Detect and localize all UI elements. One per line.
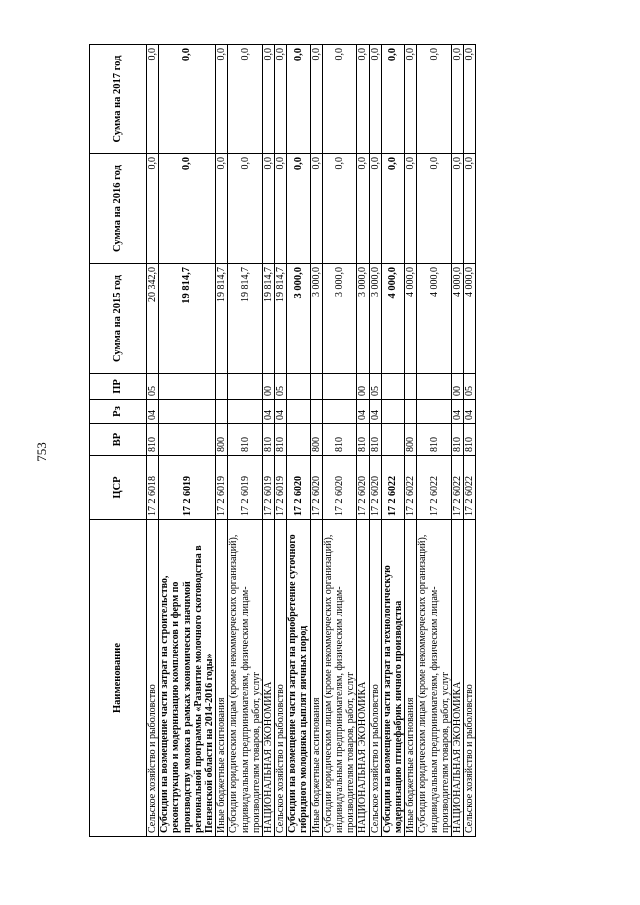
- cell-rz: 04: [451, 400, 463, 424]
- cell-csr: 17 2 6022: [381, 456, 404, 520]
- cell-vr: 810: [369, 424, 381, 456]
- cell-vr: 800: [310, 424, 322, 456]
- cell-vr: 810: [275, 424, 287, 456]
- cell-rz: 04: [357, 400, 369, 424]
- table-header-row: [90, 45, 147, 837]
- cell-csr: 17 2 6022: [464, 456, 476, 520]
- table-row: [464, 45, 476, 837]
- cell-csr: 17 2 6020: [310, 456, 322, 520]
- cell-rz: [287, 400, 310, 424]
- cell-sum-2017: 0,0: [357, 45, 369, 154]
- table-row: [417, 45, 452, 837]
- cell-pr: 05: [147, 374, 159, 400]
- cell-rz: 04: [147, 400, 159, 424]
- cell-vr: 810: [262, 424, 274, 456]
- cell-name: Иные бюджетные ассигнования: [216, 520, 228, 837]
- cell-sum-2017: 0,0: [451, 45, 463, 154]
- cell-csr: 17 2 6020: [369, 456, 381, 520]
- cell-pr: 05: [275, 374, 287, 400]
- table-row: [369, 45, 381, 837]
- cell-sum-2015: 4 000,0: [451, 264, 463, 374]
- cell-sum-2017: 0,0: [417, 45, 452, 154]
- cell-pr: [405, 374, 417, 400]
- cell-sum-2016: 0,0: [159, 154, 216, 264]
- cell-pr: 00: [262, 374, 274, 400]
- cell-rz: 04: [262, 400, 274, 424]
- cell-sum-2017: 0,0: [464, 45, 476, 154]
- table-row: [451, 45, 463, 837]
- cell-vr: 810: [417, 424, 452, 456]
- cell-csr: 17 2 6022: [451, 456, 463, 520]
- table-row: [147, 45, 159, 837]
- cell-csr: 17 2 6022: [405, 456, 417, 520]
- budget-table-container: [89, 45, 534, 837]
- cell-pr: [216, 374, 228, 400]
- cell-rz: [381, 400, 404, 424]
- cell-sum-2016: 0,0: [417, 154, 452, 264]
- table-row: [405, 45, 417, 837]
- cell-sum-2016: 0,0: [287, 154, 310, 264]
- cell-sum-2017: 0,0: [405, 45, 417, 154]
- cell-sum-2015: 19 814,7: [262, 264, 274, 374]
- budget-table: [89, 44, 476, 837]
- cell-name: НАЦИОНАЛЬНАЯ ЭКОНОМИКА: [451, 520, 463, 837]
- cell-rz: [159, 400, 216, 424]
- table-row: [357, 45, 369, 837]
- cell-pr: [417, 374, 452, 400]
- header-vr: ВР: [90, 424, 147, 456]
- cell-sum-2017: 0,0: [228, 45, 263, 154]
- table-row: [159, 45, 216, 837]
- cell-sum-2015: 3 000,0: [310, 264, 322, 374]
- cell-vr: 810: [464, 424, 476, 456]
- cell-vr: [287, 424, 310, 456]
- cell-sum-2017: 0,0: [159, 45, 216, 154]
- cell-vr: 800: [216, 424, 228, 456]
- cell-sum-2016: 0,0: [322, 154, 357, 264]
- cell-sum-2016: 0,0: [369, 154, 381, 264]
- cell-name: Субсидии на возмещение части затрат на приобретение суточного гибридного молодняка цыплят яичных пород: [287, 520, 310, 837]
- table-row: [322, 45, 357, 837]
- cell-sum-2015: 3 000,0: [322, 264, 357, 374]
- cell-sum-2017: 0,0: [262, 45, 274, 154]
- cell-csr: 17 2 6020: [287, 456, 310, 520]
- cell-sum-2017: 0,0: [216, 45, 228, 154]
- table-body: [147, 45, 476, 837]
- cell-pr: [381, 374, 404, 400]
- cell-rz: [322, 400, 357, 424]
- cell-sum-2015: 4 000,0: [417, 264, 452, 374]
- table-row: [381, 45, 404, 837]
- cell-name: Субсидии на возмещение части затрат на технологическую модернизацию птицефабрик яичного производства: [381, 520, 404, 837]
- cell-rz: 04: [369, 400, 381, 424]
- cell-csr: 17 2 6020: [322, 456, 357, 520]
- cell-name: Сельское хозяйство и рыболовство: [147, 520, 159, 837]
- cell-sum-2015: 3 000,0: [287, 264, 310, 374]
- cell-vr: [381, 424, 404, 456]
- cell-sum-2016: 0,0: [275, 154, 287, 264]
- cell-name: Субсидии юридическим лицам (кроме некоммерческих организаций), индивидуальным предпринимателям, физическим лицам-производителям товаров, работ, услуг: [322, 520, 357, 837]
- cell-sum-2015: 19 814,7: [159, 264, 216, 374]
- cell-vr: 810: [357, 424, 369, 456]
- cell-sum-2017: 0,0: [369, 45, 381, 154]
- cell-sum-2016: 0,0: [147, 154, 159, 264]
- cell-rz: 04: [464, 400, 476, 424]
- header-sum-2016: Сумма на 2016 год: [90, 154, 147, 264]
- header-sum-2017: Сумма на 2017 год: [90, 45, 147, 154]
- cell-pr: 05: [464, 374, 476, 400]
- cell-name: Субсидии юридическим лицам (кроме некоммерческих организаций), индивидуальным предпринимателям, физическим лицам-производителям товаров, работ, услуг: [417, 520, 452, 837]
- cell-rz: [417, 400, 452, 424]
- cell-rz: [216, 400, 228, 424]
- table-row: [310, 45, 322, 837]
- cell-sum-2015: 20 342,0: [147, 264, 159, 374]
- cell-csr: 17 2 6018: [147, 456, 159, 520]
- table-row: [216, 45, 228, 837]
- cell-sum-2016: 0,0: [381, 154, 404, 264]
- cell-csr: 17 2 6019: [275, 456, 287, 520]
- cell-sum-2016: 0,0: [464, 154, 476, 264]
- cell-name: НАЦИОНАЛЬНАЯ ЭКОНОМИКА: [357, 520, 369, 837]
- cell-sum-2015: 19 814,7: [216, 264, 228, 374]
- page-number: 753: [34, 442, 49, 462]
- table-row: [287, 45, 310, 837]
- cell-csr: 17 2 6020: [357, 456, 369, 520]
- cell-pr: [228, 374, 263, 400]
- cell-pr: 05: [369, 374, 381, 400]
- cell-sum-2016: 0,0: [310, 154, 322, 264]
- cell-sum-2016: 0,0: [262, 154, 274, 264]
- cell-sum-2017: 0,0: [310, 45, 322, 154]
- cell-sum-2015: 19 814,7: [228, 264, 263, 374]
- cell-rz: [228, 400, 263, 424]
- cell-name: НАЦИОНАЛЬНАЯ ЭКОНОМИКА: [262, 520, 274, 837]
- cell-sum-2016: 0,0: [216, 154, 228, 264]
- cell-name: Субсидии юридическим лицам (кроме некоммерческих организаций), индивидуальным предпринимателям, физическим лицам-производителям товаров, работ, услуг: [228, 520, 263, 837]
- cell-pr: [159, 374, 216, 400]
- cell-pr: [287, 374, 310, 400]
- cell-name: Иные бюджетные ассигнования: [405, 520, 417, 837]
- cell-vr: 810: [451, 424, 463, 456]
- table-row: [262, 45, 274, 837]
- cell-rz: 04: [275, 400, 287, 424]
- cell-name: Субсидии на возмещение части затрат на строительство, реконструкцию и модернизацию комплексов и ферм по производству молока в рамках экономически значимой региональной программы «Развитие молочного скотоводства в Пензенской области на 2014-2016 годы»: [159, 520, 216, 837]
- header-name: Наименование: [90, 520, 147, 837]
- cell-pr: [322, 374, 357, 400]
- header-pr: ПР: [90, 374, 147, 400]
- table-row: [228, 45, 263, 837]
- cell-sum-2017: 0,0: [275, 45, 287, 154]
- cell-sum-2016: 0,0: [405, 154, 417, 264]
- cell-name: Сельское хозяйство и рыболовство: [369, 520, 381, 837]
- cell-csr: 17 2 6019: [216, 456, 228, 520]
- cell-sum-2017: 0,0: [322, 45, 357, 154]
- cell-sum-2015: 3 000,0: [357, 264, 369, 374]
- header-csr: ЦСР: [90, 456, 147, 520]
- cell-pr: 00: [357, 374, 369, 400]
- cell-pr: [310, 374, 322, 400]
- cell-sum-2016: 0,0: [228, 154, 263, 264]
- cell-name: Иные бюджетные ассигнования: [310, 520, 322, 837]
- cell-name: Сельское хозяйство и рыболовство: [464, 520, 476, 837]
- cell-sum-2015: 4 000,0: [405, 264, 417, 374]
- cell-rz: [310, 400, 322, 424]
- table-row: [275, 45, 287, 837]
- cell-sum-2017: 0,0: [381, 45, 404, 154]
- cell-sum-2015: 3 000,0: [369, 264, 381, 374]
- cell-sum-2017: 0,0: [287, 45, 310, 154]
- cell-name: Сельское хозяйство и рыболовство: [275, 520, 287, 837]
- header-sum-2015: Сумма на 2015 год: [90, 264, 147, 374]
- cell-rz: [405, 400, 417, 424]
- cell-vr: 810: [322, 424, 357, 456]
- cell-csr: 17 2 6019: [228, 456, 263, 520]
- cell-sum-2017: 0,0: [147, 45, 159, 154]
- cell-vr: 810: [147, 424, 159, 456]
- header-rz: Рз: [90, 400, 147, 424]
- cell-csr: 17 2 6019: [262, 456, 274, 520]
- cell-vr: [159, 424, 216, 456]
- cell-sum-2015: 19 814,7: [275, 264, 287, 374]
- cell-sum-2015: 4 000,0: [464, 264, 476, 374]
- cell-csr: 17 2 6022: [417, 456, 452, 520]
- cell-vr: 810: [228, 424, 263, 456]
- cell-csr: 17 2 6019: [159, 456, 216, 520]
- cell-sum-2016: 0,0: [357, 154, 369, 264]
- cell-sum-2015: 4 000,0: [381, 264, 404, 374]
- cell-pr: 00: [451, 374, 463, 400]
- cell-sum-2016: 0,0: [451, 154, 463, 264]
- cell-vr: 800: [405, 424, 417, 456]
